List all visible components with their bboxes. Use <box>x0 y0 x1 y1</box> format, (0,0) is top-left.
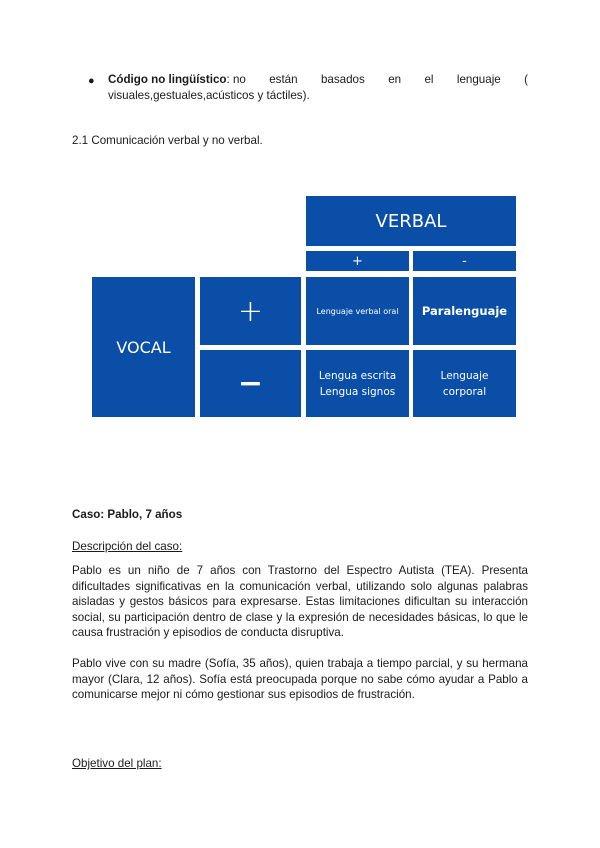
cell-text: Lengua signos <box>319 385 396 398</box>
bullet-dot: ● <box>88 75 95 87</box>
bullet-word: : no <box>226 73 246 86</box>
cell-text: corporal <box>442 385 487 398</box>
section-title: 2.1 Comunicación verbal y no verbal. <box>72 134 263 147</box>
bullet-word: lenguaje <box>456 73 501 86</box>
row-plus-sign: + <box>200 277 301 345</box>
cell-lenguaje-corporal <box>413 350 516 417</box>
cell-lenguaje-verbal-oral: Lenguaje verbal oral <box>306 277 409 345</box>
col-header-plus: + <box>306 251 409 271</box>
bullet-line-1 <box>108 72 528 88</box>
row-header-vocal: VOCAL <box>92 277 195 417</box>
cell-text: Lenguaje <box>440 369 489 382</box>
description-heading: Descripción del caso: <box>72 540 183 553</box>
case-paragraph-1: Pablo es un niño de 7 años con Trastorno del Espectro Autista (TEA). Presenta dificultades significativas en la comunicación verbal, utilizando solo algunas palabras aisladas y gestos básicos para expresarse. Estas limitaciones dificultan su interacción social, su participación dentro de clase y la expresión de necesidades básicas, lo que le causa frustración y episodios de conducta disruptiva. <box>72 564 528 639</box>
bullet-word: en <box>388 73 402 86</box>
bullet-word: están <box>269 73 298 86</box>
cell-paralenguaje: Paralenguaje <box>413 277 516 345</box>
case-title: Caso: Pablo, 7 años <box>72 508 183 521</box>
header-verbal: VERBAL <box>306 196 516 246</box>
bullet-word: el <box>424 73 434 86</box>
col-header-minus: - <box>413 251 516 271</box>
case-paragraph-2: Pablo vive con su madre (Sofía, 35 años), quien trabaja a tiempo parcial, y su hermana mayor (Clara, 12 años). Sofía está preocupada porque no sabe cómo ayudar a Pablo a comunicarse mejor ni cómo gestionar sus episodios de frustración. <box>72 657 528 701</box>
row-minus-sign: − <box>200 350 301 417</box>
bullet-word: ( <box>524 73 528 86</box>
cell-text: Lengua escrita <box>318 369 397 382</box>
bullet-word: basados <box>320 73 365 86</box>
bullet-term: Código no lingüístico <box>108 73 227 86</box>
bullet-line-2: visuales,gestuales,acústicos y táctiles). <box>108 89 310 102</box>
objective-heading: Objetivo del plan: <box>72 757 162 770</box>
cell-lengua-escrita-signos <box>306 350 409 417</box>
